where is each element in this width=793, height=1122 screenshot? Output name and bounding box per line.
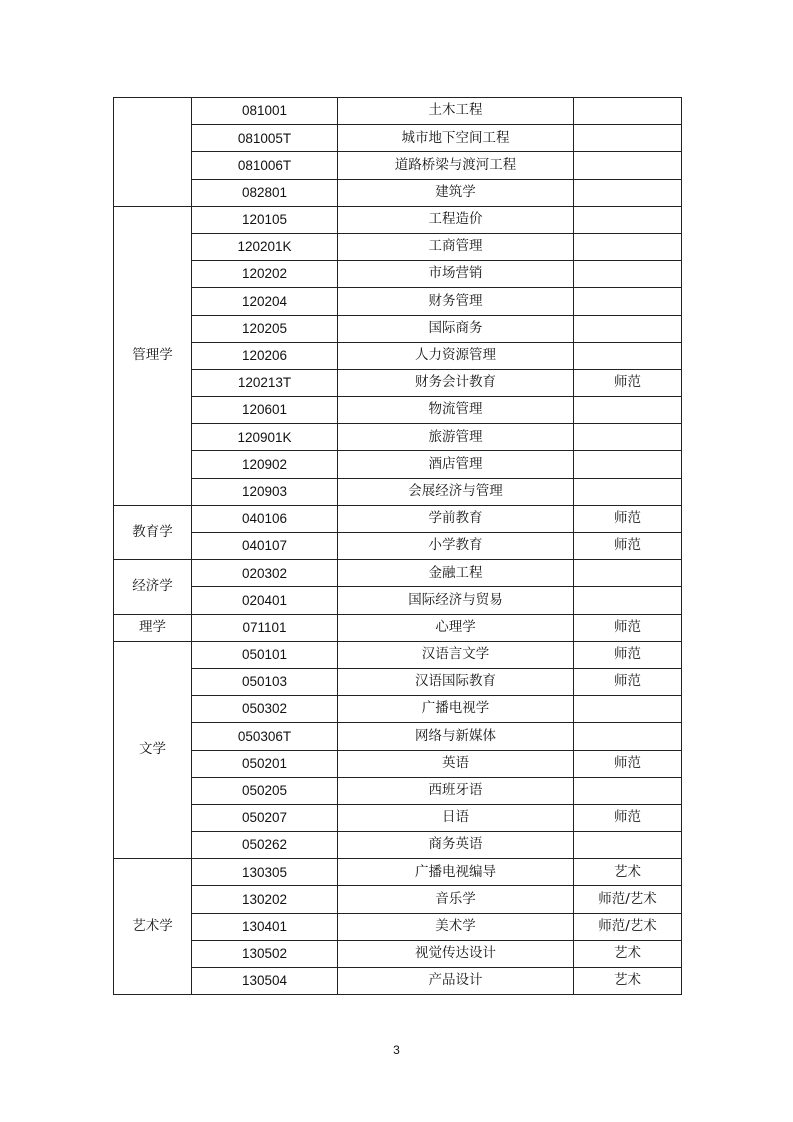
- major-name-cell: 市场营销: [338, 261, 574, 288]
- note-cell: 艺术: [574, 940, 682, 967]
- table-row: [114, 478, 682, 505]
- code-cell: 050302: [192, 696, 338, 723]
- table-row: [114, 288, 682, 315]
- category-cell: 理学: [114, 614, 192, 641]
- major-name-cell: 财务管理: [338, 288, 574, 315]
- code-cell: 050103: [192, 668, 338, 695]
- table-row: [114, 451, 682, 478]
- code-cell: 071101: [192, 614, 338, 641]
- table-row: [114, 233, 682, 260]
- code-cell: 120204: [192, 288, 338, 315]
- table-row: [114, 98, 682, 125]
- code-cell: 120205: [192, 315, 338, 342]
- note-cell: 师范: [574, 614, 682, 641]
- table-row: [114, 424, 682, 451]
- major-name-cell: 酒店管理: [338, 451, 574, 478]
- code-cell: 130305: [192, 859, 338, 886]
- category-cell: 教育学: [114, 505, 192, 559]
- major-name-cell: 汉语言文学: [338, 641, 574, 668]
- code-cell: 020401: [192, 587, 338, 614]
- code-cell: 130504: [192, 968, 338, 995]
- major-name-cell: 汉语国际教育: [338, 668, 574, 695]
- major-name-cell: 工程造价: [338, 206, 574, 233]
- note-cell: [574, 696, 682, 723]
- note-cell: [574, 478, 682, 505]
- code-cell: 081005T: [192, 125, 338, 152]
- code-cell: 120105: [192, 206, 338, 233]
- table-row: [114, 668, 682, 695]
- category-cell: 经济学: [114, 560, 192, 614]
- table-row: [114, 750, 682, 777]
- note-cell: 师范: [574, 750, 682, 777]
- major-name-cell: 土木工程: [338, 98, 574, 125]
- majors-table: [113, 97, 682, 995]
- note-cell: 艺术: [574, 859, 682, 886]
- code-cell: 040107: [192, 533, 338, 560]
- code-cell: 050207: [192, 804, 338, 831]
- table-row: [114, 804, 682, 831]
- major-name-cell: 会展经济与管理: [338, 478, 574, 505]
- category-cell: 管理学: [114, 206, 192, 505]
- code-cell: 120202: [192, 261, 338, 288]
- code-cell: 020302: [192, 560, 338, 587]
- table-row: [114, 261, 682, 288]
- table-row: [114, 614, 682, 641]
- note-cell: [574, 723, 682, 750]
- code-cell: 050306T: [192, 723, 338, 750]
- major-name-cell: 网络与新媒体: [338, 723, 574, 750]
- code-cell: 130502: [192, 940, 338, 967]
- table-row: [114, 397, 682, 424]
- note-cell: [574, 233, 682, 260]
- code-cell: 082801: [192, 179, 338, 206]
- major-name-cell: 小学教育: [338, 533, 574, 560]
- code-cell: 120901K: [192, 424, 338, 451]
- major-name-cell: 学前教育: [338, 505, 574, 532]
- major-name-cell: 视觉传达设计: [338, 940, 574, 967]
- major-name-cell: 旅游管理: [338, 424, 574, 451]
- major-name-cell: 城市地下空间工程: [338, 125, 574, 152]
- note-cell: [574, 125, 682, 152]
- table-row: [114, 179, 682, 206]
- majors-table-body: [114, 98, 682, 995]
- code-cell: 050101: [192, 641, 338, 668]
- table-row: [114, 125, 682, 152]
- page-number: 3: [393, 1043, 400, 1057]
- code-cell: 130401: [192, 913, 338, 940]
- table-row: [114, 913, 682, 940]
- major-name-cell: 广播电视编导: [338, 859, 574, 886]
- major-name-cell: 日语: [338, 804, 574, 831]
- note-cell: [574, 98, 682, 125]
- code-cell: 120601: [192, 397, 338, 424]
- table-row: [114, 560, 682, 587]
- note-cell: [574, 587, 682, 614]
- note-cell: [574, 288, 682, 315]
- table-row: [114, 886, 682, 913]
- table-row: [114, 587, 682, 614]
- major-name-cell: 广播电视学: [338, 696, 574, 723]
- note-cell: [574, 832, 682, 859]
- table-row: [114, 859, 682, 886]
- major-name-cell: 商务英语: [338, 832, 574, 859]
- code-cell: 040106: [192, 505, 338, 532]
- major-name-cell: 西班牙语: [338, 777, 574, 804]
- note-cell: [574, 206, 682, 233]
- major-name-cell: 美术学: [338, 913, 574, 940]
- code-cell: 081001: [192, 98, 338, 125]
- major-name-cell: 国际商务: [338, 315, 574, 342]
- code-cell: 120213T: [192, 369, 338, 396]
- major-name-cell: 人力资源管理: [338, 342, 574, 369]
- note-cell: [574, 342, 682, 369]
- note-cell: 师范/艺术: [574, 913, 682, 940]
- category-cell: [114, 98, 192, 207]
- note-cell: [574, 560, 682, 587]
- note-cell: [574, 397, 682, 424]
- table-row: [114, 315, 682, 342]
- code-cell: 050205: [192, 777, 338, 804]
- note-cell: [574, 424, 682, 451]
- note-cell: [574, 777, 682, 804]
- major-name-cell: 道路桥梁与渡河工程: [338, 152, 574, 179]
- major-name-cell: 金融工程: [338, 560, 574, 587]
- major-name-cell: 产品设计: [338, 968, 574, 995]
- note-cell: 师范: [574, 668, 682, 695]
- table-row: [114, 206, 682, 233]
- table-row: [114, 940, 682, 967]
- note-cell: 师范: [574, 369, 682, 396]
- code-cell: 050201: [192, 750, 338, 777]
- table-row: [114, 505, 682, 532]
- major-name-cell: 财务会计教育: [338, 369, 574, 396]
- major-name-cell: 工商管理: [338, 233, 574, 260]
- note-cell: 艺术: [574, 968, 682, 995]
- major-name-cell: 国际经济与贸易: [338, 587, 574, 614]
- table-row: [114, 832, 682, 859]
- table-row: [114, 968, 682, 995]
- note-cell: 师范: [574, 641, 682, 668]
- major-name-cell: 英语: [338, 750, 574, 777]
- note-cell: [574, 315, 682, 342]
- major-name-cell: 物流管理: [338, 397, 574, 424]
- major-name-cell: 建筑学: [338, 179, 574, 206]
- table-row: [114, 641, 682, 668]
- table-row: [114, 342, 682, 369]
- table-row: [114, 152, 682, 179]
- table-row: [114, 369, 682, 396]
- code-cell: 120206: [192, 342, 338, 369]
- table-row: [114, 533, 682, 560]
- category-cell: 艺术学: [114, 859, 192, 995]
- code-cell: 050262: [192, 832, 338, 859]
- major-name-cell: 心理学: [338, 614, 574, 641]
- code-cell: 081006T: [192, 152, 338, 179]
- note-cell: [574, 451, 682, 478]
- note-cell: 师范: [574, 505, 682, 532]
- table-row: [114, 777, 682, 804]
- note-cell: 师范: [574, 533, 682, 560]
- table-row: [114, 696, 682, 723]
- note-cell: [574, 261, 682, 288]
- code-cell: 120201K: [192, 233, 338, 260]
- note-cell: 师范: [574, 804, 682, 831]
- note-cell: [574, 179, 682, 206]
- category-cell: 文学: [114, 641, 192, 859]
- code-cell: 130202: [192, 886, 338, 913]
- note-cell: [574, 152, 682, 179]
- code-cell: 120903: [192, 478, 338, 505]
- major-name-cell: 音乐学: [338, 886, 574, 913]
- table-row: [114, 723, 682, 750]
- note-cell: 师范/艺术: [574, 886, 682, 913]
- code-cell: 120902: [192, 451, 338, 478]
